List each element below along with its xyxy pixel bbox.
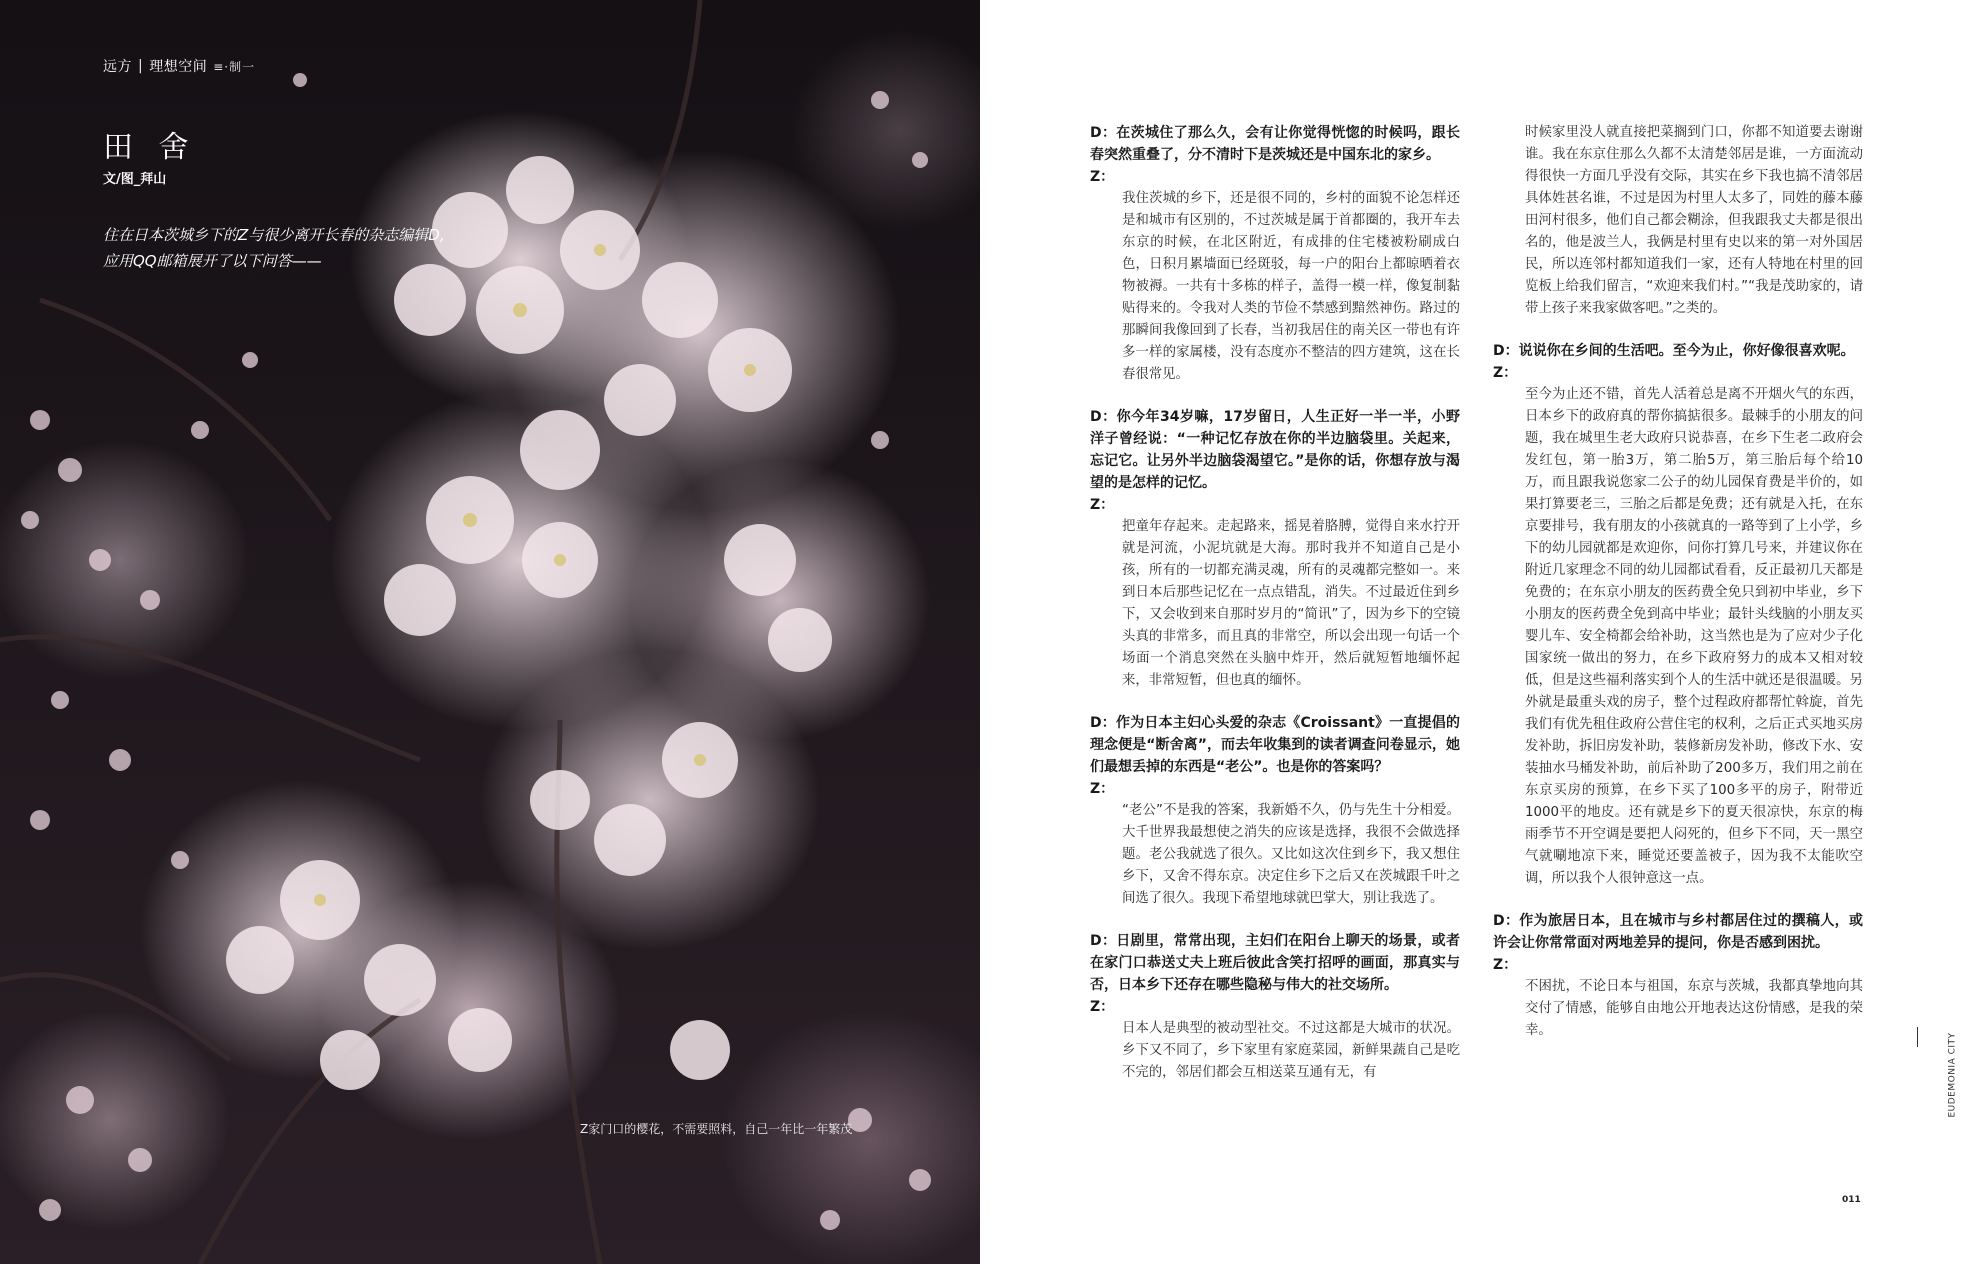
- magazine-name: EUDEMONIA CITY: [1947, 1032, 1958, 1118]
- cover-photo: [0, 0, 980, 1264]
- byline: 文/图_拜山: [103, 172, 167, 187]
- question-text: D：在茨城住了那么久，会有让你觉得恍惚的时候吗，跟长春突然重叠了，分不清时下是茨城还是中国东北的家乡。: [1090, 125, 1460, 163]
- qa-block: [1493, 910, 1863, 1042]
- answer-speaker: Z：: [1493, 957, 1518, 973]
- intro-text: 住在日本茨城乡下的Z与很少离开长春的杂志编辑D, 应用QQ邮箱展开了以下问答——: [103, 226, 445, 270]
- question-text: D：作为日本主妇心头爱的杂志《Croissant》一直提倡的理念便是“断舍离”，而去年收集到的读者调查问卷显示，她们最想丢掉的东西是“老公”。也是你的答案吗？: [1090, 715, 1460, 775]
- photo-caption: Z家门口的樱花，不需要照料，自己一年比一年繁茂: [580, 1122, 853, 1136]
- section-header: [103, 56, 255, 76]
- answer-speaker: Z：: [1493, 365, 1518, 381]
- left-column: [1090, 122, 1460, 1104]
- qa-block: [1090, 122, 1460, 386]
- answer-speaker: Z：: [1090, 169, 1115, 185]
- column-label: 理想空间: [149, 59, 208, 75]
- answer-speaker: Z：: [1090, 497, 1115, 513]
- answer-text: 不困扰，不论日本与祖国，东京与茨城，我都真挚地向其交付了情感，能够自由地公开地表达这份情感，是我的荣幸。: [1525, 979, 1863, 1038]
- answer-text: 我住茨城的乡下，还是很不同的，乡村的面貌不论怎样还是和城市有区别的，不过茨城是属于首都圈的，我开车去东京的时候，在北区附近，有成排的住宅楼被粉刷成白色，日积月累墙面已经斑驳，每一户的阳台上都晾晒着衣物被褥。一共有十多栋的样子，盖得一模一样，像复制黏贴得来的。令我对人类的节俭不禁感到黯然神伤。路过的那瞬间我像回到了长春，当初我居住的南关区一带也有许多一样的家属楼，没有态度亦不整洁的四方建筑，这在长春很常见。: [1122, 191, 1460, 382]
- answer-speaker: Z：: [1090, 781, 1115, 797]
- section-separator: |: [138, 58, 144, 74]
- article-page: [980, 0, 1962, 1264]
- cherry-blossom-image: [0, 0, 980, 1264]
- qa-block: [1090, 406, 1460, 692]
- qa-block: [1090, 712, 1460, 910]
- question-text: D：作为旅居日本，且在城市与乡村都居住过的撰稿人，或许会让你常常面对两地差异的提问，你是否感到困扰。: [1493, 913, 1863, 951]
- answer-text: 日本人是典型的被动型社交。不过这都是大城市的状况。乡下又不同了，乡下家里有家庭菜园，新鲜果蔬自己是吃不完的，邻居们都会互相送菜互通有无，有: [1122, 1021, 1460, 1080]
- page-number: 011: [1842, 1195, 1861, 1205]
- question-text: D：日剧里，常常出现，主妇们在阳台上聊天的场景，或者在家门口恭送丈夫上班后彼此含笑打招呼的画面，那真实与否，日本乡下还存在哪些隐秘与伟大的社交场所。: [1090, 933, 1460, 993]
- column-logo-icon: ≡·制一: [213, 59, 256, 74]
- answer-text: 至今为止还不错，首先人活着总是离不开烟火气的东西，日本乡下的政府真的帮你搞掂很多。最棘手的小朋友的问题，我在城里生老大政府只说恭喜，在乡下生老二政府会发红包，第一胎3万，第二胎5万，第三胎后每个给10万，而且跟我说您家二公子的幼儿园保育费是半价的，如果打算要老三，三胎之后都是免费；还有就是入托，在东京要排号，我有朋友的小孩就真的一路等到了上小学，乡下的幼儿园就都是欢迎你，问你打算几号来，并建议你在附近几家理念不同的幼儿园都试看看，反正最初几天都是免费的；在东京小朋友的医药费全免只到初中毕业，乡下小朋友的医药费全免到高中毕业；最针头线脑的小朋友买婴儿车、安全椅都会给补助，这当然也是为了应对少子化国家统一做出的努力，在乡下政府努力的成本又相对较低，但是这些福利落实到个人的生活中就还是很温暖。另外就是最重头戏的房子，整个过程政府都帮忙斡旋，首先我们有优先租住政府公营住宅的权利，之后正式买地买房发补助，拆旧房发补助，装修新房发补助，修改下水、安装抽水马桶发补助，前后补助了200多万，我们用之前在东京买房的预算，在乡下买了100多平的房子，附带近1000平的地皮。还有就是乡下的夏天很凉快，东京的梅雨季节不开空调是要把人闷死的，但乡下不同，天一黑空气就唰地凉下来，睡觉还要盖被子，因为我不太能吹空调，所以我个人很钟意这一点。: [1525, 387, 1863, 886]
- question-text: D：说说你在乡间的生活吧。至今为止，你好像很喜欢呢。: [1493, 343, 1855, 359]
- answer-speaker: Z：: [1090, 999, 1115, 1015]
- right-column: [1493, 122, 1863, 1062]
- answer-text-continued: 时候家里没人就直接把菜搁到门口，你都不知道要去谢谢谁。我在东京住那么久都不太清楚邻居是谁，一方面流动得很快一方面几乎没有交际，其实在乡下我也搞不清邻居具体姓甚名谁，不过是因为村里人太多了，同姓的藤本藤田河村很多，他们自己都会糊涂，但我跟我丈夫都是很出名的，他是波兰人，我俩是村里有史以来的第一对外国居民，所以连邻村都知道我们一家，还有人特地在村里的回览板上给我们留言，“欢迎来我们村。”“我是茂助家的，请带上孩子来我家做客吧。”之类的。: [1525, 125, 1863, 316]
- answer-text: “老公”不是我的答案，我新婚不久，仍与先生十分相爱。大千世界我最想使之消失的应该是选择，我很不会做选择题。老公我就选了很久。又比如这次住到乡下，我又想住乡下，又舍不得东京。决定住乡下之后又在茨城跟千叶之间选了很久。我现下希望地球就巴掌大，别让我选了。: [1122, 803, 1460, 906]
- answer-text: 把童年存起来。走起路来，摇晃着胳膊，觉得自来水拧开就是河流，小泥坑就是大海。那时我并不知道自己是小孩，所有的一切都充满灵魂，所有的灵魂都完整如一。来到日本后那些记忆在一点点错乱，消失。不过最近住到乡下，又会收到来自那时岁月的“简讯”了，因为乡下的空镜头真的非常多，而且真的非常空，所以会出现一句话一个场面一个消息突然在头脑中炸开，然后就短暂地缅怀起来，非常短暂，但也真的缅怀。: [1122, 519, 1460, 688]
- question-text: D：你今年34岁嘛，17岁留日，人生正好一半一半，小野洋子曾经说：“一种记忆存放在你的半边脑袋里。关起来，忘记它。让另外半边脑袋渴望它。”是你的话，你想存放与渴望的是怎样的记忆。: [1090, 409, 1460, 491]
- qa-block: [1493, 340, 1863, 890]
- qa-block: [1090, 930, 1460, 1084]
- article-title: 田 舍: [103, 130, 197, 165]
- qa-block: [1493, 122, 1863, 320]
- petal-clusters: [226, 156, 832, 1090]
- section-label: 远方: [103, 59, 132, 75]
- side-divider: [1917, 1027, 1918, 1047]
